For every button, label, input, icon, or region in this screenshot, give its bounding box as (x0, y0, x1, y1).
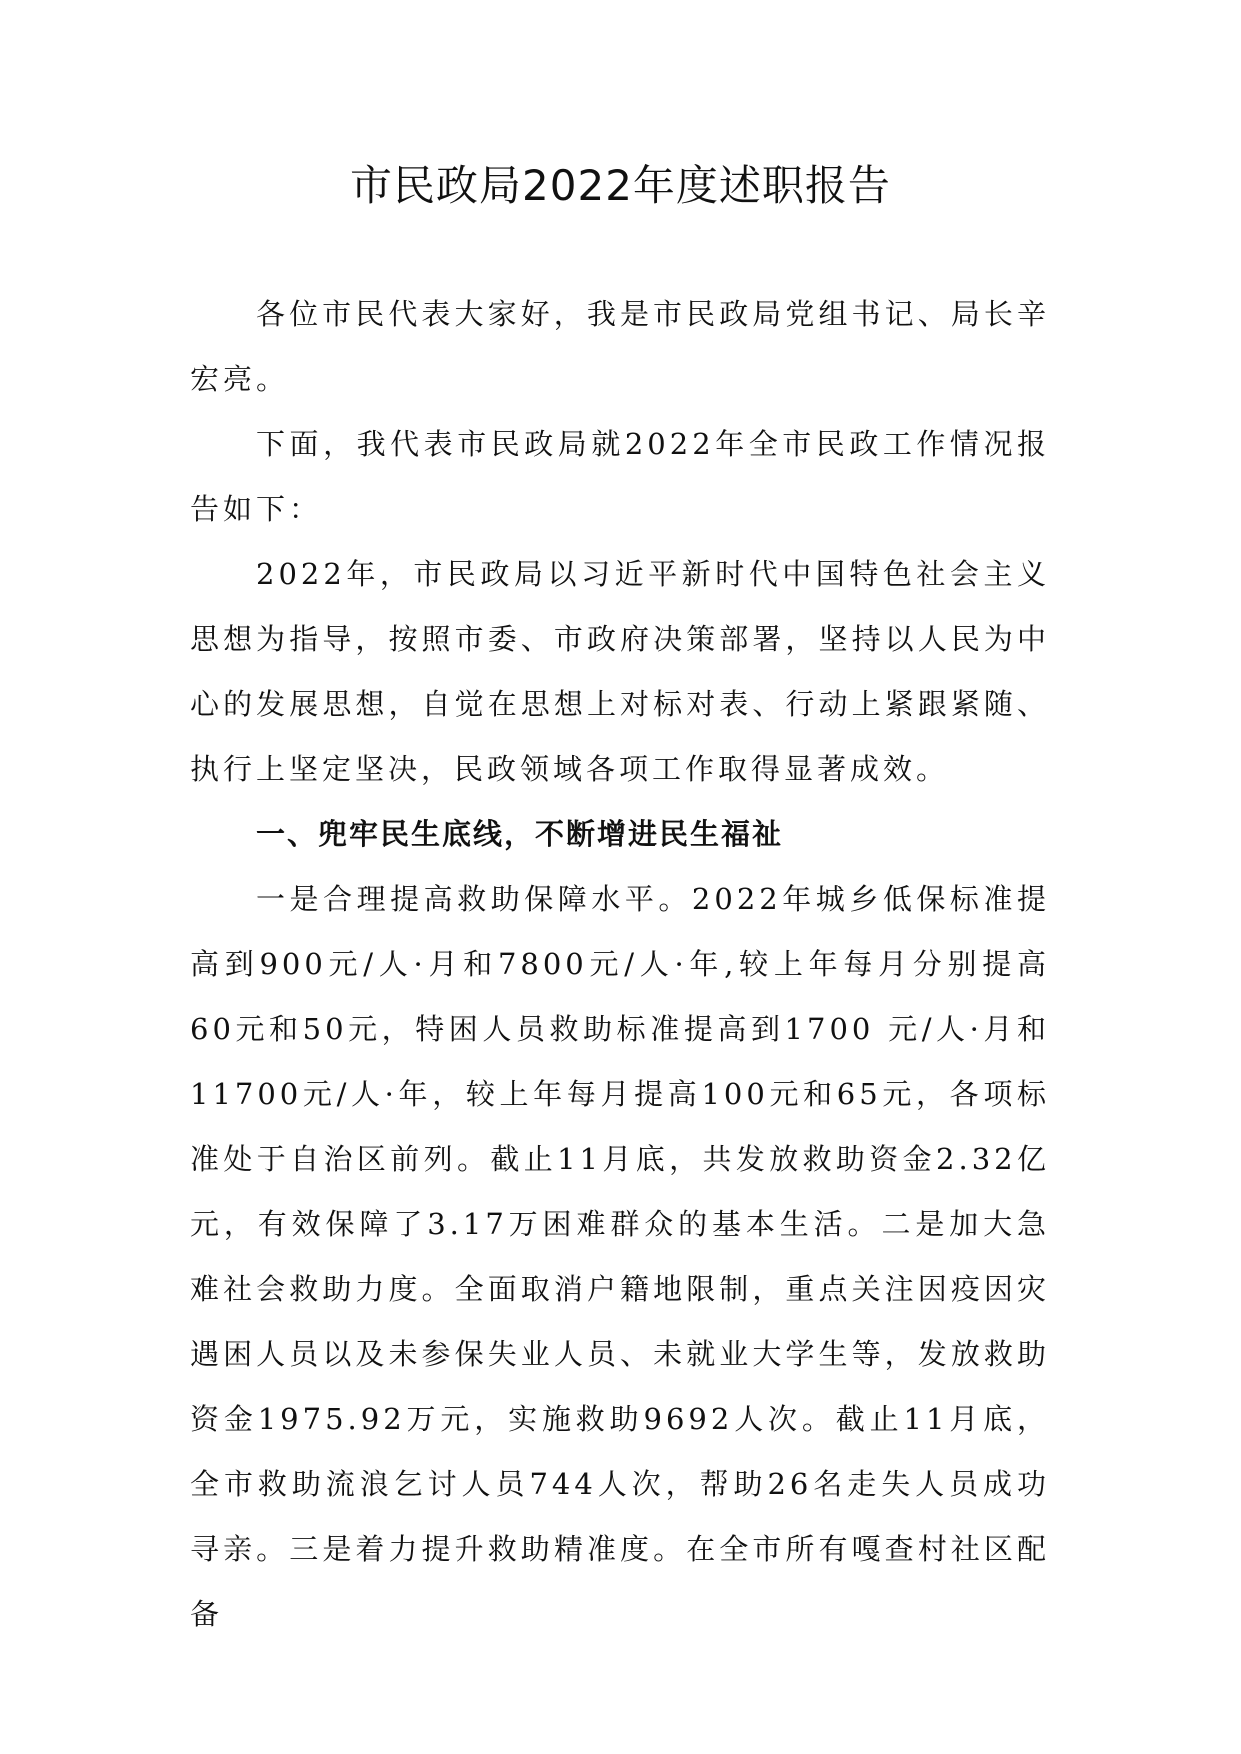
document-title: 市民政局2022年度述职报告 (350, 161, 891, 210)
paragraph-greeting: 各位市民代表大家好，我是市民政局党组书记、局长辛宏亮。 (190, 297, 1050, 396)
paragraph-social-assistance: 一是合理提高救助保障水平。2022年城乡低保标准提高到900元/人·月和7800元/人·年,较上年每月分别提高60元和50元，特困人员救助标准提高到1700 元/人·月和11700元/人·年，较上年每月提高100元和65元，各项标准处于自治区前列。截止11月底，共发放救助资金2.32亿元，有效保障了3.17万困难群众的基本生活。二是加大急难社会救助力度。全面取消户籍地限制，重点关注因疫因灾遇困人员以及未参保失业人员、未就业大学生等，发放救助资金1975.92万元，实施救助9692人次。截止11月底，全市救助流浪乞讨人员744人次，帮助26名走失人员成功寻亲。三是着力提升救助精准度。在全市所有嘎查村社区配备 (190, 882, 1050, 1631)
paragraph-intro: 下面，我代表市民政局就2022年全市民政工作情况报告如下： (190, 427, 1050, 526)
section-heading: 一、兜牢民生底线，不断增进民生福祉 (256, 817, 784, 851)
document-body (190, 282, 1050, 1647)
paragraph-summary: 2022年，市民政局以习近平新时代中国特色社会主义思想为指导，按照市委、市政府决策部署，坚持以人民为中心的发展思想，自觉在思想上对标对表、行动上紧跟紧随、执行上坚定坚决，民政领域各项工作取得显著成效。 (190, 557, 1050, 786)
